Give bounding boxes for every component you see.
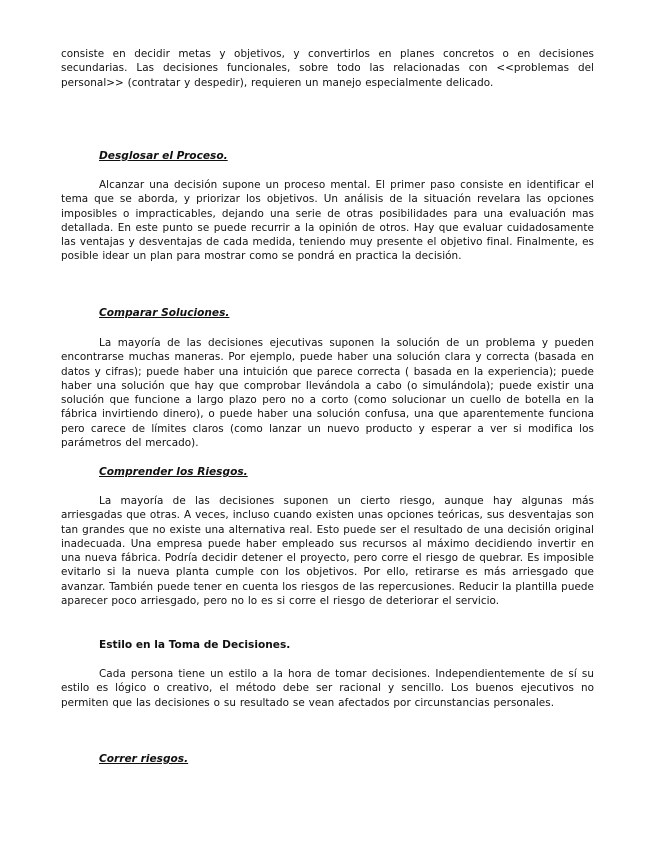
- section-body-estilo: Cada persona tiene un estilo a la hora de tomar decisiones. Independientemente de sí su estilo es lógico o creativo, el método debe ser racional y sencillo. Los buenos ejecutivos no permiten que las decisiones o su resultado se vean afectados por circunstancias personales.: [61, 668, 594, 709]
- section-heading-correr-riesgos: Correr riesgos.: [99, 753, 189, 765]
- section-body-estilo-block: [61, 667, 594, 710]
- intro-paragraph: consiste en decidir metas y objetivos, y convertirlos en planes concretos o en decisiones secundarias. Las decisiones funcionales, sobre todo las relacionadas con <<problemas del personal>> (contratar y despedir), requieren un manejo especialmente delicado.: [61, 48, 594, 89]
- section-heading-comparar: Comparar Soluciones.: [99, 307, 230, 319]
- section-body-riesgos-block: [61, 494, 594, 608]
- section-heading-desglosar: Desglosar el Proceso.: [99, 150, 228, 162]
- section-body-comparar-block: [61, 336, 594, 450]
- section-body-desglosar-block: [61, 178, 594, 264]
- intro-paragraph-block: [61, 47, 594, 90]
- section-body-riesgos: La mayoría de las decisiones suponen un cierto riesgo, aunque hay algunas más arriesgadas que otras. A veces, incluso cuando existen unas opciones teóricas, sus desventajas son tan grandes que no existe una alternativa real. Esto puede ser el resultado de una decisión original inadecuada. Una empresa puede haber empleado sus recursos al máximo decidiendo invertir en una nueva fábrica. Podría decidir detener el proyecto, pero corre el riesgo de quebrar. Es imposible evitarlo si la nueva planta cumple con los objetivos. Por ello, retirarse es más arriesgado que avanzar. También puede tener en cuenta los riesgos de las repercusiones. Reducir la plantilla puede aparecer poco arriesgado, pero no lo es si corre el riesgo de deteriorar el servicio.: [61, 495, 594, 608]
- section-body-comparar: La mayoría de las decisiones ejecutivas suponen la solución de un problema y pueden encontrarse muchas maneras. Por ejemplo, puede haber una solución clara y correcta (basada en datos y cifras); puede haber una intuición que parece correcta ( basada en la experiencia); puede haber una solución que hay que comprobar llevándola a cabo (o simulándola); puede existir una solución que funcione a largo plazo pero no a corto (como solucionar un cuello de botella en la fábrica invirtiendo dinero), o puede haber una solución confusa, una que aparentemente funciona pero carece de límites claros (como lanzar un nuevo producto y esperar a ver si modifica los parámetros del mercado).: [61, 337, 594, 450]
- section-heading-estilo: Estilo en la Toma de Decisiones.: [99, 639, 291, 651]
- section-heading-riesgos: Comprender los Riesgos.: [99, 466, 248, 478]
- section-body-desglosar: Alcanzar una decisión supone un proceso mental. El primer paso consiste en identificar el tema que se aborda, y priorizar los objetivos. Un análisis de la situación revelara las opciones imposibles o impracticables, dejando una serie de otras posibilidades para una evaluación mas detallada. En este punto se puede recurrir a la opinión de otros. Hay que evaluar cuidadosamente las ventajas y desventajas de cada medida, teniendo muy presente el objetivo final. Finalmente, es posible idear un plan para mostrar como se pondrá en practica la decisión.: [61, 179, 594, 263]
